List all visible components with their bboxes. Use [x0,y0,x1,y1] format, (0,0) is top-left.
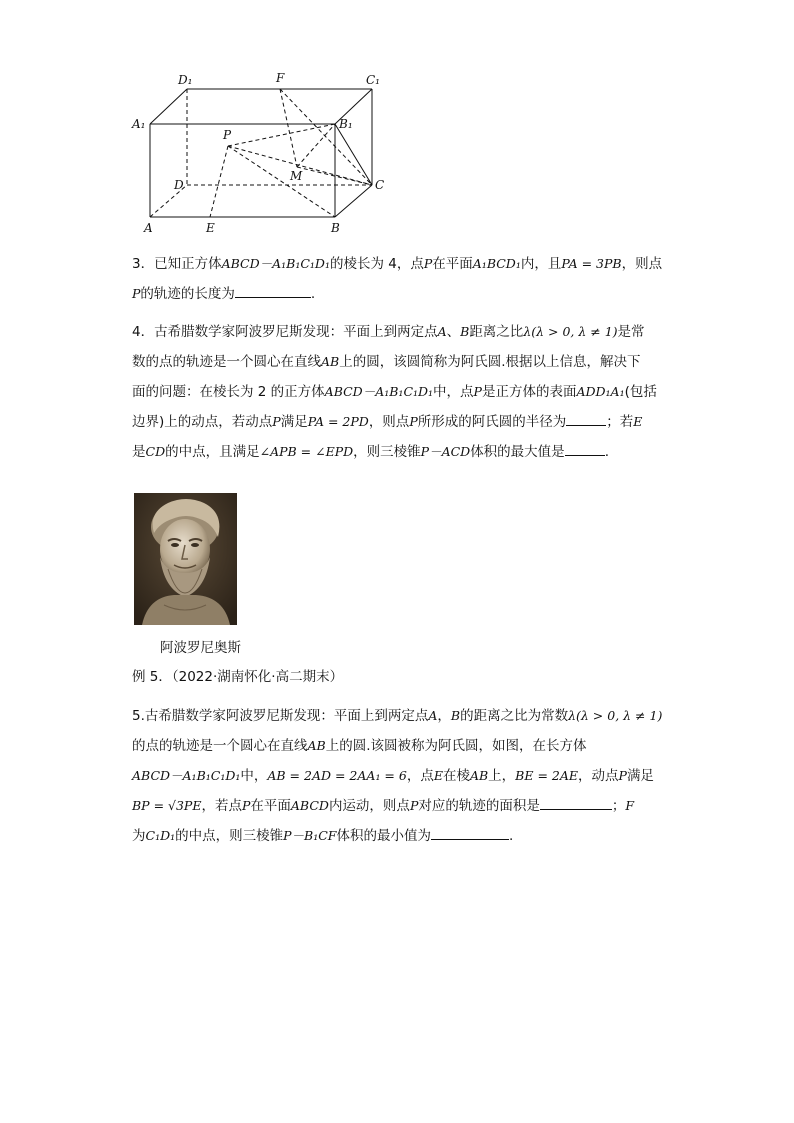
question-4-line-4: 边界)上的动点，若动点P满足PA = 2PD，则点P所形成的阿氏圆的半径为 ；若E [132,407,672,437]
edge-BC [335,185,372,217]
label-D: D [174,178,184,192]
edge-A1D1 [150,89,187,124]
question-5-line-3: ABCD－A₁B₁C₁D₁中，AB = 2AD = 2AA₁ = 6，点E在棱AB上，BE = 2AE，动点P满足 [132,768,654,784]
question-4-line-3: 面的问题：在棱长为 2 的正方体ABCD－A₁B₁C₁D₁中，点P是正方体的表面ADD₁A₁(包括 [132,384,657,400]
question-5-line-5: 为C₁D₁的中点，则三棱锥P－B₁CF体积的最小值为 . [132,821,672,851]
segment-PB [228,146,335,217]
question-4 [132,317,672,467]
label-B: B [331,221,340,235]
segment-PB1 [228,124,335,146]
answer-blank[interactable] [566,411,606,426]
label-A: A [144,221,153,235]
question-3-line-1: 3．已知正方体ABCD－A₁B₁C₁D₁的棱长为 4，点P在平面A₁BCD₁内，且PA = 3PB，则点 [132,256,663,272]
question-3-line-2: P的轨迹的长度为 . [132,279,672,309]
answer-blank[interactable] [540,795,612,810]
apollonius-portrait [134,493,237,625]
label-C: C [375,178,385,192]
question-5-line-1: 5.古希腊数学家阿波罗尼斯发现：平面上到两定点A，B的距离之比为常数λ(λ > 0, λ ≠ 1) [132,708,663,724]
answer-blank[interactable] [235,283,311,298]
question-5 [132,701,672,851]
label-M: M [290,169,303,183]
question-4-line-1: 4．古希腊数学家阿波罗尼斯发现：平面上到两定点A、B距离之比λ(λ > 0, λ ≠ 1)是常 [132,324,645,340]
question-5-line-2: 的点的轨迹是一个圆心在直线AB上的圆.该圆被称为阿氏圆，如图，在长方体 [132,738,587,754]
segment-PE [210,146,228,217]
question-4-line-2: 数的点的轨迹是一个圆心在直线AB上的圆，该圆简称为阿氏圆.根据以上信息，解决下 [132,354,641,370]
cuboid-diagram [120,66,400,238]
example-label: 例 5．（2022·湖南怀化·高二期末） [132,669,344,685]
segment-B1C [335,124,372,185]
cuboid-figure [120,66,400,238]
label-D1: D₁ [178,73,193,87]
label-P: P [223,128,232,142]
segment-FM [280,89,297,167]
question-5-line-4: BP = √3PE，若点P在平面ABCD内运动，则点P对应的轨迹的面积是 ；F [132,791,672,821]
answer-blank[interactable] [431,825,509,840]
answer-blank[interactable] [565,441,605,456]
question-4-line-5: 是CD的中点，且满足∠APB = ∠EPD，则三棱锥P－ACD体积的最大值是 . [132,437,672,467]
label-A1: A₁ [132,117,146,131]
segment-MB1 [297,124,335,167]
label-E: E [206,221,215,235]
label-F: F [276,71,285,85]
portrait-image [134,493,237,625]
label-B1: B₁ [339,117,353,131]
portrait-caption: 阿波罗尼奥斯 [160,640,241,656]
question-3 [132,249,672,309]
label-C1: C₁ [366,73,380,87]
